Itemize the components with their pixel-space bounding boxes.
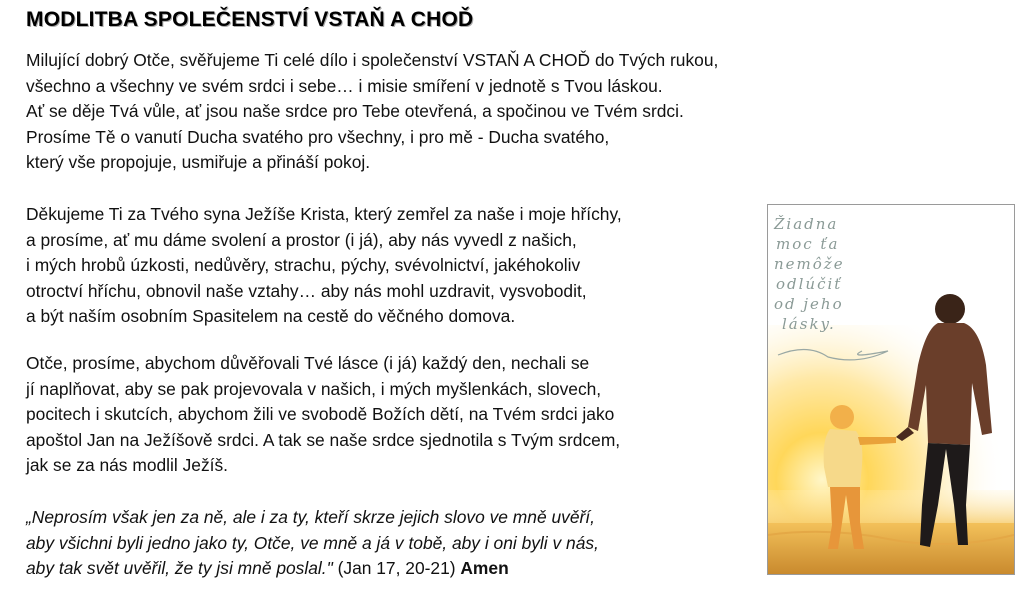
paragraph-3 — [26, 351, 620, 479]
scripture-quote — [26, 505, 599, 582]
paragraph-1-line: Ať se děje Tvá vůle, ať jsou naše srdce pro Tebe otevřená, a spočinou ve Tvém srdci. — [26, 101, 684, 122]
quote-line: aby tak svět uvěřil, že ty jsi mně poslal." — [26, 558, 333, 579]
paragraph-1-line: Milující dobrý Otče, svěřujeme Ti celé dílo i společenství VSTAŇ A CHOĎ do Tvých rukou, — [26, 50, 719, 70]
paragraph-3-line: apoštol Jan na Ježíšově srdci. A tak se naše srdce sjednotila s Tvým srdcem, — [26, 429, 621, 450]
prayer-title: MODLITBA SPOLEČENSTVÍ VSTAŇ A CHOĎ — [26, 8, 474, 31]
handwriting-line: moc ťa — [776, 235, 840, 253]
amen-word: Amen — [460, 558, 509, 579]
paragraph-3-line: jí naplňovat, aby se pak projevovala v našich, i mých myšlenkách, slovech, — [26, 378, 602, 399]
handwriting-line: nemôže — [774, 255, 845, 273]
quote-reference: (Jan 17, 20-21) — [332, 558, 461, 579]
paragraph-1 — [26, 48, 718, 176]
paragraph-1-line: všechno a všechny ve svém srdci i sebe… i misie smíření v jednotě s Tvou láskou. — [26, 75, 663, 96]
handwriting-line: od jeho — [774, 295, 844, 313]
paragraph-2 — [26, 202, 622, 330]
sand — [768, 523, 1014, 574]
quote-line: aby všichni byli jedno jako ty, Otče, ve mně a já v tobě, aby i oni byli v nás, — [26, 532, 599, 553]
paragraph-1-line: Prosíme Tě o vanutí Ducha svatého pro všechny, i pro mě - Ducha svatého, — [26, 126, 610, 147]
paragraph-3-line: jak se za nás modlil Ježíš. — [26, 455, 229, 476]
quote-line: „Neprosím však jen za ně, ale i za ty, kteří skrze jejich slovo ve mně uvěří, — [26, 507, 595, 527]
handwriting-line: lásky. — [782, 315, 836, 333]
paragraph-2-line: Děkujeme Ti za Tvého syna Ježíše Krista, který zemřel za naše i moje hříchy, — [26, 204, 622, 224]
paragraph-2-line: i mých hrobů úzkosti, nedůvěry, strachu, pýchy, svévolnictví, jakéhokoliv — [26, 255, 581, 276]
paragraph-3-line: pocitech i skutcích, abychom žili ve svobodě Božích dětí, na Tvém srdci jako — [26, 404, 615, 425]
quote-last-line — [26, 556, 599, 582]
sunset-illustration — [768, 205, 1014, 574]
paragraph-2-line: otroctví hříchu, obnovil naše vztahy… aby nás mohl uzdravit, vysvobodit, — [26, 280, 587, 301]
handwriting-line: Žiadna — [774, 215, 839, 233]
father-child-photo — [767, 204, 1015, 575]
paragraph-2-line: a být naším osobním Spasitelem na cestě do věčného domova. — [26, 306, 516, 327]
paragraph-2-line: a prosíme, ať mu dáme svolení a prostor (i já), aby nás vyvedl z našich, — [26, 229, 577, 250]
paragraph-3-line: Otče, prosíme, abychom důvěřovali Tvé lásce (i já) každý den, nechali se — [26, 353, 590, 373]
paragraph-1-line: který vše propojuje, usmiřuje a přináší pokoj. — [26, 152, 371, 173]
handwriting-line: odlúčiť — [776, 275, 843, 293]
